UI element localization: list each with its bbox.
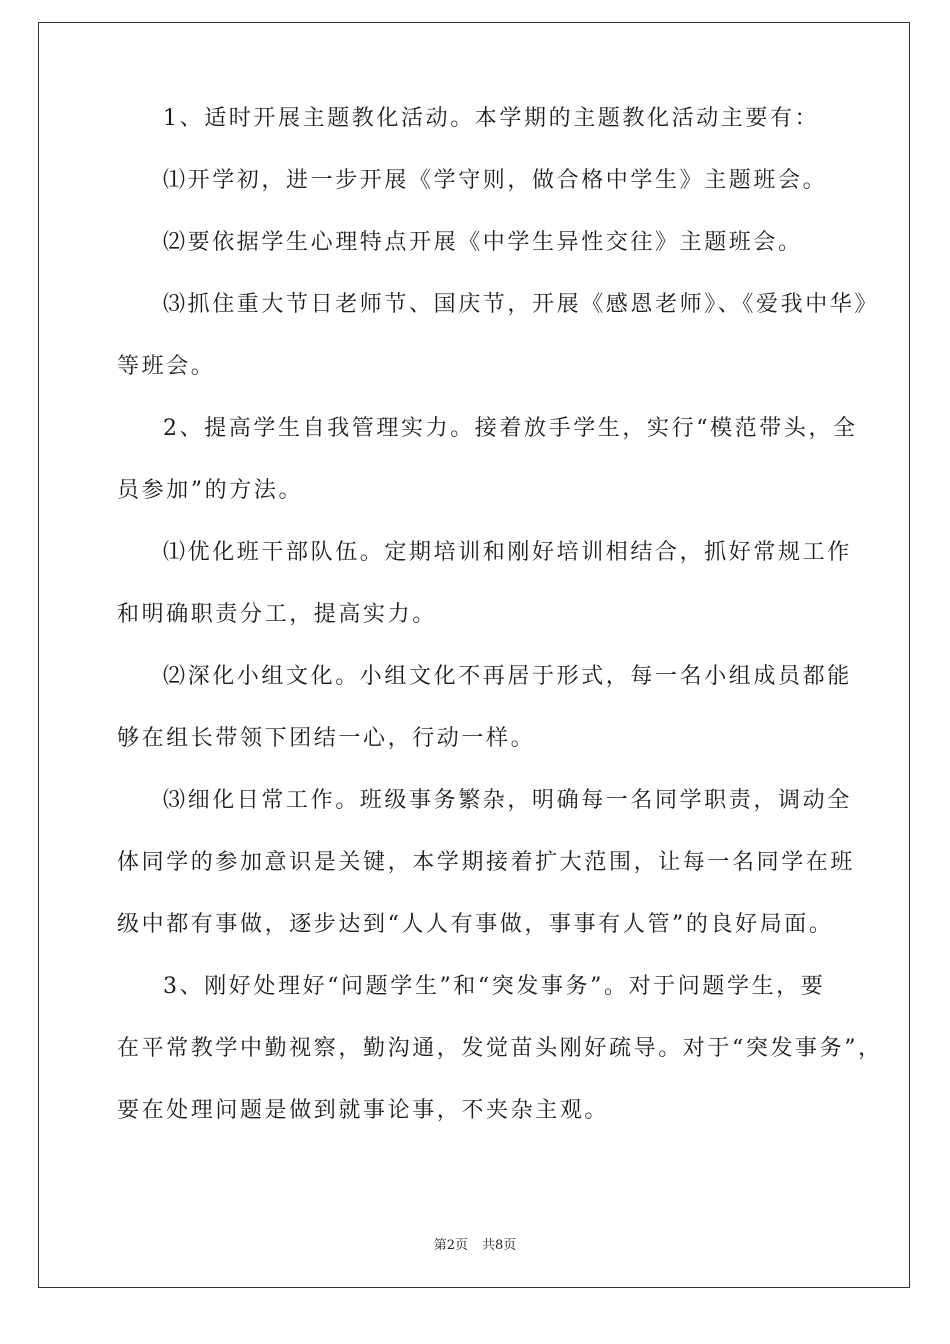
paragraph-line: ⑶细化日常工作。班级事务繁杂，明确每一名同学职责，调动全 <box>163 788 852 813</box>
paragraph-line: 和明确职责分工，提高实力。 <box>117 602 437 627</box>
paragraph-line: ⑴优化班干部队伍。定期培训和刚好培训相结合，抓好常规工作 <box>163 540 852 565</box>
paragraph-line: ⑴开学初，进一步开展《学守则，做合格中学生》主题班会。 <box>163 168 828 193</box>
page-total: 共8页 <box>482 1238 517 1253</box>
paragraph-line: 3、刚好处理好“问题学生”和“突发事务”。对于问题学生，要 <box>163 974 826 999</box>
paragraph-line: 员参加”的方法。 <box>117 478 304 503</box>
paragraph-line: 级中都有事做，逐步达到“人人有事做，事事有人管”的良好局面。 <box>117 912 834 937</box>
paragraph-line: ⑵深化小组文化。小组文化不再居于形式，每一名小组成员都能 <box>163 664 852 689</box>
paragraph-line: 体同学的参加意识是关键，本学期接着扩大范围，让每一名同学在班 <box>117 850 856 875</box>
paragraph-line: ⑵要依据学生心理特点开展《中学生异性交往》主题班会。 <box>163 230 803 255</box>
paragraph-line: 够在组长带领下团结一心，行动一样。 <box>117 726 536 751</box>
page-number: 第2页 <box>433 1238 468 1253</box>
page-footer <box>0 1234 950 1253</box>
paragraph-line: ⑶抓住重大节日老师节、国庆节，开展《感恩老师》、《爱我中华》 <box>163 292 880 317</box>
paragraph-line: 1、适时开展主题教化活动。本学期的主题教化活动主要有： <box>163 106 820 131</box>
paragraph-line: 要在处理问题是做到就事论事，不夹杂主观。 <box>117 1098 610 1123</box>
paragraph-line: 2、提高学生自我管理实力。接着放手学生，实行“模范带头，全 <box>163 416 858 441</box>
paragraph-line: 在平常教学中勤视察，勤沟通，发觉苗头刚好疏导。对于“突发事务”， <box>117 1036 883 1061</box>
paragraph-line: 等班会。 <box>117 354 216 379</box>
